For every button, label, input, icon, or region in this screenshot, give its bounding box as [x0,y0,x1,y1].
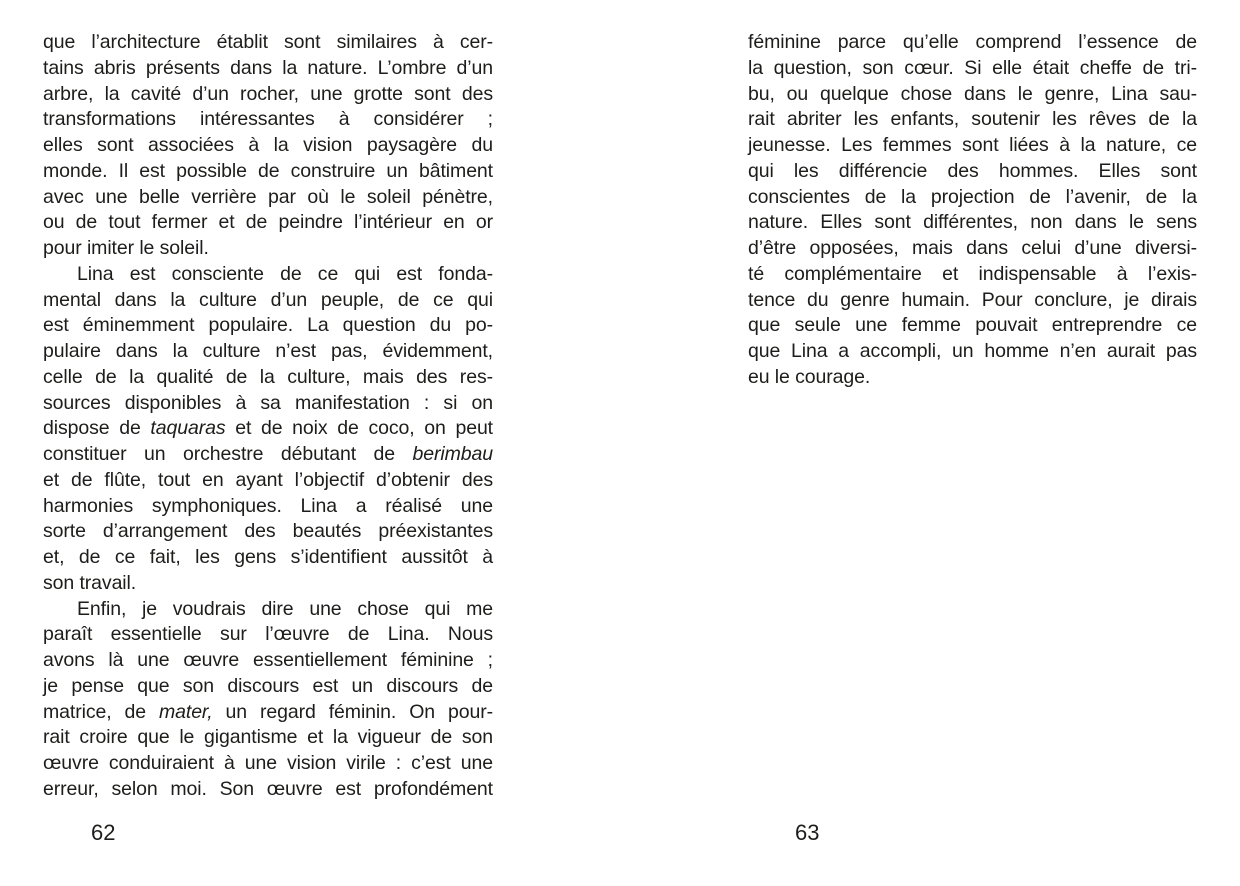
text-segment: que Lina a accompli, un homme n’en aurait pas [748,340,1197,362]
text-line [43,442,493,468]
text-line [43,700,493,726]
page-62 [43,0,493,886]
text-line [748,159,1197,185]
page-number-right: 63 [795,820,820,845]
text-line [43,210,493,236]
text-segment: rait croire que le gigantisme et la vigueur de son [43,726,493,749]
text-line [748,82,1197,108]
text-segment: que seule une femme pouvait entreprendre ce [748,314,1197,337]
text-segment: pour imiter le soleil. [43,237,209,259]
text-line [43,545,493,571]
italic-term: taquaras [150,417,226,440]
text-line [43,391,493,417]
text-line [43,571,493,597]
text-segment: monde. Il est possible de construire un bâtiment [43,159,493,182]
text-line [43,751,493,777]
text-segment: qui les différencie des hommes. Elles sont [748,159,1197,182]
italic-term: mater, [158,700,213,723]
text-segment: mental dans la culture d’un peuple, de ce qui [43,288,493,311]
text-segment: et de noix de coco, on peut [225,417,494,440]
text-line [43,82,493,108]
text-segment: eu le courage. [748,365,871,388]
text-line [748,133,1197,159]
text-segment: tains abris présents dans la nature. L’ombre d’un [43,56,493,79]
text-line [43,159,493,185]
text-segment: et de flûte, tout en ayant l’objectif d’obtenir des [43,468,493,491]
text-column-right [748,30,1197,391]
text-line [43,648,493,674]
text-line [43,313,493,339]
text-segment: constituer un orchestre débutant de [43,443,413,465]
text-line [43,519,493,545]
text-segment: matrice, de [43,700,159,723]
text-line [748,30,1197,56]
text-segment: sorte d’arrangement des beautés préexistantes [43,520,493,543]
text-line [43,597,493,623]
text-line [748,365,1197,391]
text-segment: œuvre conduiraient à une vision virile : c’est une [43,752,493,774]
text-segment: avons là une œuvre essentiellement féminine ; [43,649,493,671]
text-segment: jeunesse. Les femmes sont liées à la nature, ce [748,134,1197,156]
text-line [43,494,493,520]
text-line [43,133,493,159]
text-segment: et, de ce fait, les gens s’identifient aussitôt à [43,546,493,568]
text-line [43,725,493,751]
text-segment: la question, son cœur. Si elle était cheffe de tri- [748,56,1197,79]
text-segment: conscientes de la projection de l’avenir, de la [748,185,1197,208]
text-segment: harmonies symphoniques. Lina a réalisé une [43,494,493,517]
text-segment: Lina est consciente de ce qui est fonda- [77,262,493,285]
text-line [43,56,493,82]
text-segment: d’être opposées, mais dans celui d’une diversi- [748,237,1197,259]
text-segment: est éminemment populaire. La question du po- [43,314,493,337]
text-line [43,468,493,494]
text-segment: féminine parce qu’elle comprend l’essence de [748,31,1197,53]
text-column-left [43,30,493,803]
page-63 [748,0,1197,886]
text-line [43,288,493,314]
text-line [43,674,493,700]
text-line [748,236,1197,262]
text-line [748,185,1197,211]
text-segment: avec une belle verrière par où le soleil pénètre, [43,185,493,208]
text-line [748,313,1197,339]
text-segment: paraît essentielle sur l’œuvre de Lina. Nous [43,623,493,646]
text-line [43,416,493,442]
text-segment: bu, ou quelque chose dans le genre, Lina sau- [748,82,1197,105]
text-line [43,365,493,391]
text-line [43,622,493,648]
text-segment: transformations intéressantes à considérer ; [43,108,493,131]
text-segment: Enfin, je voudrais dire une chose qui me [77,597,493,620]
text-segment: arbre, la cavité d’un rocher, une grotte sont des [43,82,493,105]
text-line [43,236,493,262]
text-segment: erreur, selon moi. Son œuvre est profondément [43,777,493,800]
text-segment: dispose de [43,417,151,440]
text-line [748,262,1197,288]
text-segment: celle de la qualité de la culture, mais des res- [43,365,493,388]
text-segment: pulaire dans la culture n’est pas, évidemment, [43,340,493,362]
text-line [748,56,1197,82]
text-line [748,107,1197,133]
text-line [748,288,1197,314]
text-segment: nature. Elles sont différentes, non dans le sens [748,211,1197,234]
italic-term: berimbau [412,443,493,465]
text-segment: sources disponibles à sa manifestation : si on [43,391,493,414]
text-segment: elles sont associées à la vision paysagère du [43,134,493,156]
text-segment: tence du genre humain. Pour conclure, je dirais [748,288,1197,311]
text-segment: son travail. [43,571,137,594]
text-line [43,30,493,56]
text-segment: rait abriter les enfants, soutenir les rêves de la [748,108,1197,131]
text-line [748,339,1197,365]
text-segment: que l’architecture établit sont similaires à cer- [43,31,493,53]
text-segment: un regard féminin. On pour- [212,700,493,723]
text-segment: ou de tout fermer et de peindre l’intérieur en or [43,211,493,234]
text-segment: té complémentaire et indispensable à l’exis- [748,262,1197,285]
text-line [748,210,1197,236]
text-line [43,777,493,803]
text-line [43,339,493,365]
page-number-left: 62 [91,820,116,845]
text-segment: je pense que son discours est un discours de [43,674,493,697]
text-line [43,262,493,288]
text-line [43,107,493,133]
text-line [43,185,493,211]
